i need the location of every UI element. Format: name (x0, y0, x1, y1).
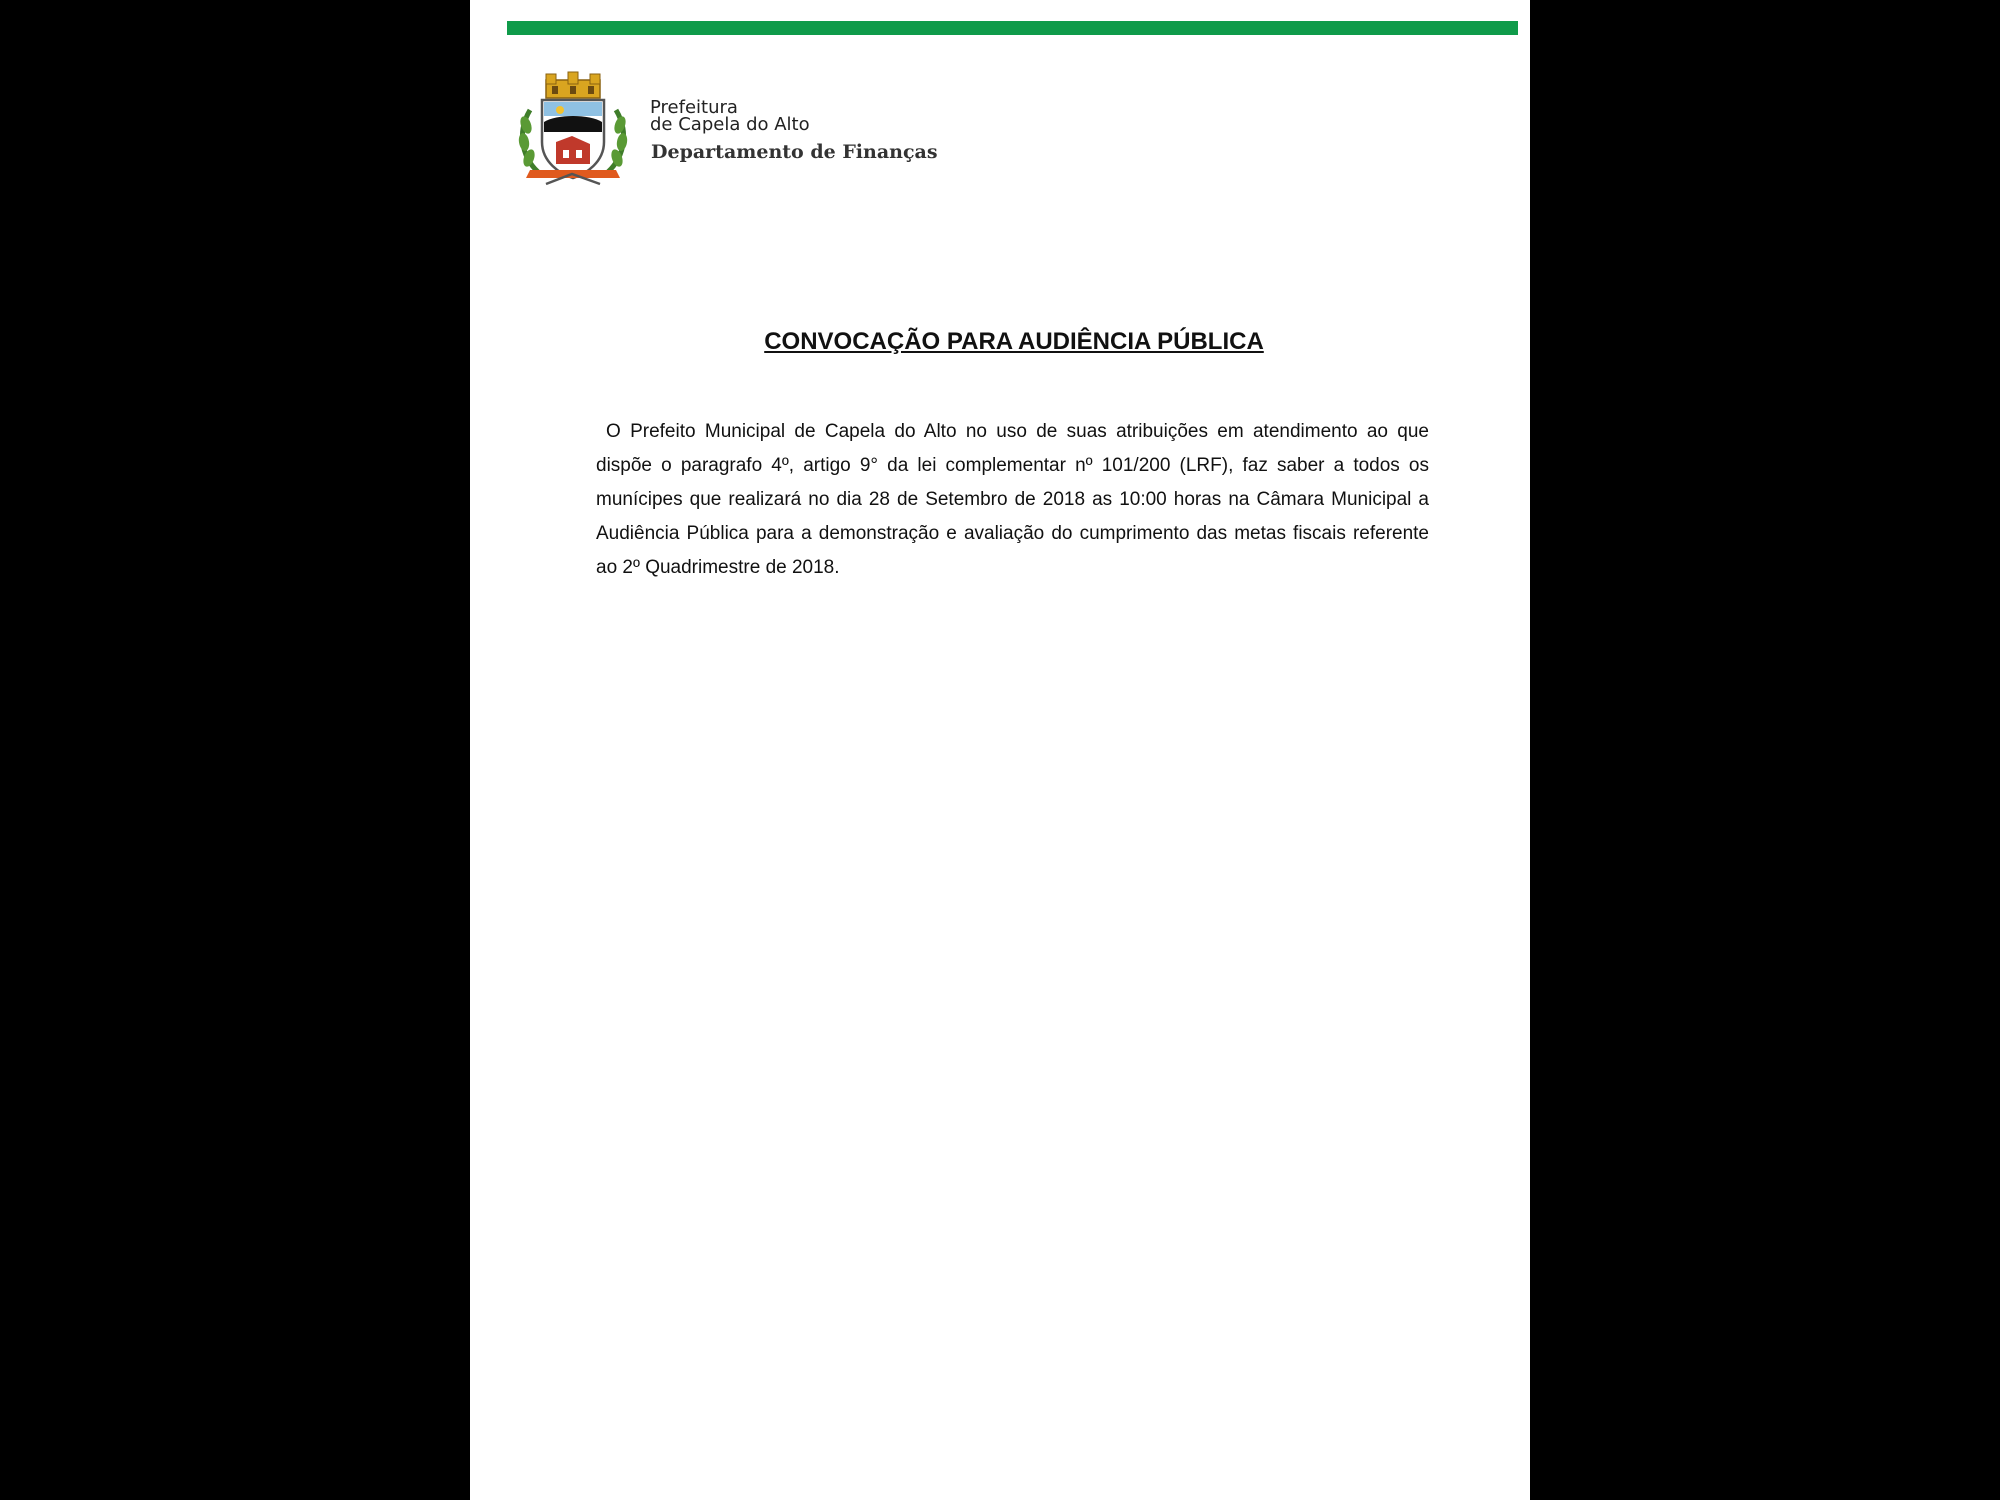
notice-body-paragraph: O Prefeito Municipal de Capela do Alto no uso de suas atribuições em atendimento ao que dispõe o paragrafo 4º, artigo 9° da lei complementar nº 101/200 (LRF), faz saber a todos os munícipes que realizará no dia 28 de Setembro de 2018 as 10:00 horas na Câmara Municipal a Audiência Pública para a demonstração e avaliação do cumprimento das metas fiscais referente ao 2º Quadrimestre de 2018. (596, 421, 1429, 578)
document-page (470, 0, 1530, 1500)
header-accent-bar (507, 21, 1518, 35)
organization-name-line-1: Prefeitura (650, 97, 738, 118)
department-name: Departamento de Finanças (651, 141, 938, 163)
municipal-coat-of-arms-icon (516, 70, 630, 188)
document-title: CONVOCAÇÃO PARA AUDIÊNCIA PÚBLICA (764, 328, 1264, 355)
organization-name-line-2: de Capela do Alto (650, 114, 810, 135)
